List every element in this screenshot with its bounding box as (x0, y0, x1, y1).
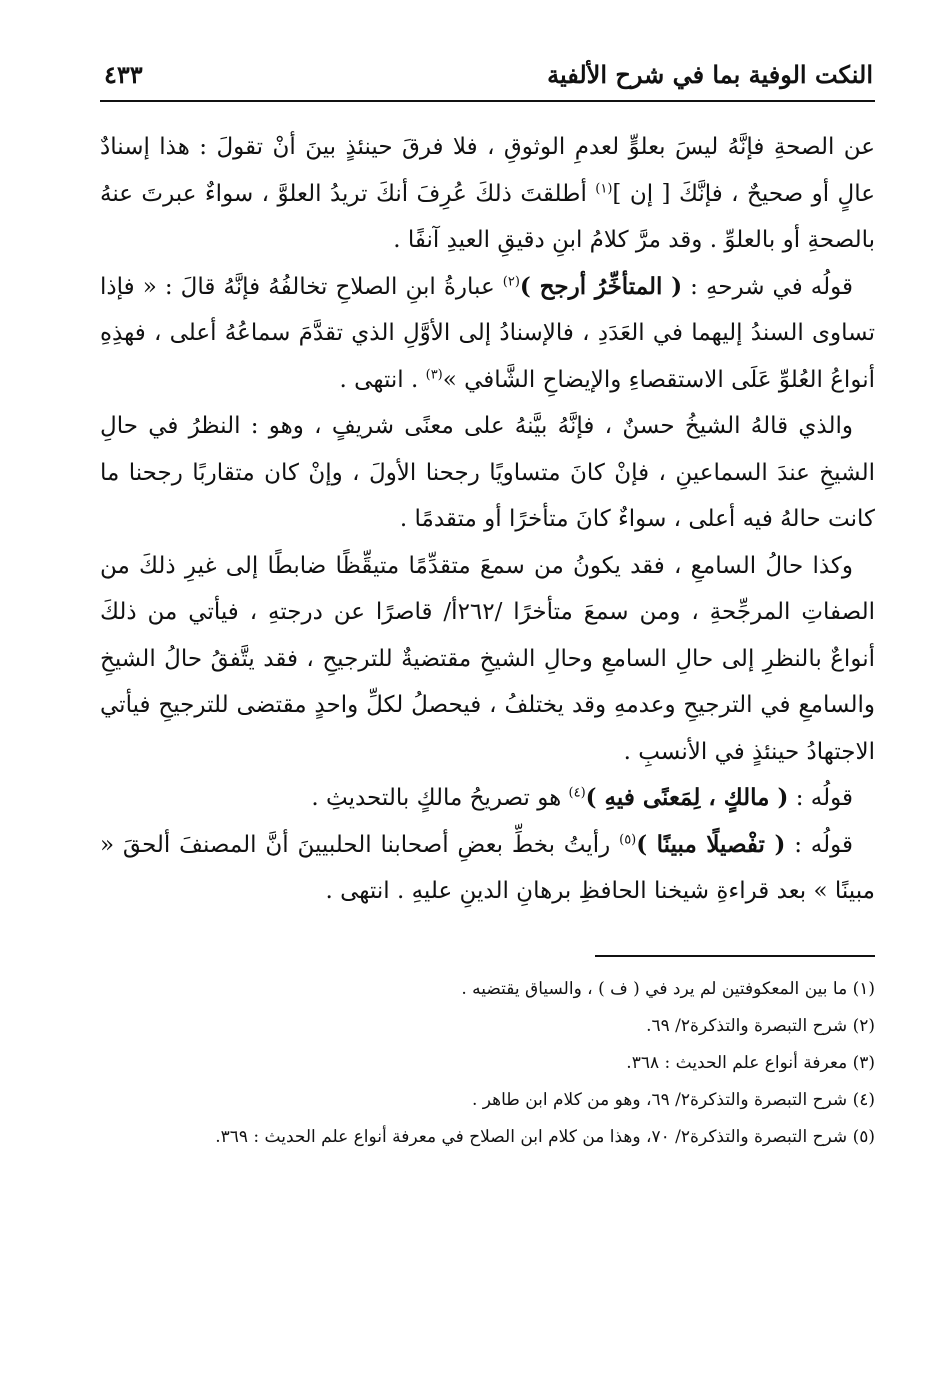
main-text (100, 124, 875, 915)
paragraph-5-lead: قولُه : (788, 785, 853, 811)
paragraph-2-lead: قولُه في شرحهِ : (682, 273, 853, 300)
footnote-2: (٢) شرح التبصرة والتذكرة٢/ ٦٩. (646, 1015, 875, 1036)
paragraph-6-lead: قولُه : (785, 831, 853, 858)
book-page (100, 50, 875, 1340)
paragraph-6 (100, 822, 875, 915)
paragraph-2-end: . انتهى . (339, 366, 426, 393)
footnote-5: (٥) شرح التبصرة والتذكرة٢/ ٧٠، وهذا من كلام ابن الصلاح في معرفة أنواع علم الحديث : ٣٦٩. (215, 1126, 875, 1147)
running-title: النكت الوفية بما في شرح الألفية (547, 60, 873, 89)
paragraph-1-text: عن الصحةِ فإنَّهُ ليسَ بعلوٍّ لعدمِ الوثوقِ ، فلا فرقَ حينئذٍ بينَ أنْ تقولَ : هذا إسنادٌ عالٍ أو صحيحٌ ، فإنَّكَ [ إن ] (100, 134, 876, 207)
paragraph-1 (100, 124, 875, 264)
footnotes (100, 971, 875, 1156)
paragraph-4: وكذا حالُ السامعِ ، فقد يكونُ من سمعَ متقدِّمًا متيقِّظًا ضابطًا إلى غيرِ ذلكَ من الصفاتِ المرجِّحةِ ، ومن سمعَ متأخرًا /٢٦٢أ/ قاصرًا عن درجتهِ ، فيأتي من ذلكَ أنواعٌ بالنظرِ إلى حالِ السامعِ وحالِ الشيخِ مقتضيةٌ للترجيحِ ، فقد يتَّفقُ حالُ الشيخِ والسامعِ في الترجيحِ وعدمهِ وقد يختلفُ ، فيحصلُ لكلِّ واحدٍ مقتضى للترجيحِ فيأتي الاجتهادُ حينئذٍ في الأنسبِ . (100, 552, 875, 765)
footnote-4: (٤) شرح التبصرة والتذكرة٢/ ٦٩، وهو من كلام ابن طاهر . (471, 1089, 875, 1110)
running-header (100, 50, 875, 102)
paragraph-5 (100, 775, 875, 822)
footnote-3: (٣) معرفة أنواع علم الحديث : ٣٦٨. (626, 1052, 875, 1073)
paragraph-2 (100, 264, 875, 404)
paragraph-3: والذي قالهُ الشيخُ حسنٌ ، فإنَّهُ بيَّنهُ على معنًى شريفٍ ، وهو : النظرُ في حالِ الشيخِ عندَ السماعينِ ، فإنْ كانَ متساويًا رجحنا الأولَ ، وإنْ كان متقاربًا رجحنا ما كانت حالهُ فيه أعلى ، سواءٌ كانَ متأخرًا أو متقدمًا . (100, 413, 875, 532)
footnote-1: (١) ما بين المعكوفتين لم يرد في ( ف ) ، والسياق يقتضيه . (461, 978, 875, 999)
paragraph-6-end: رأيتُ بخطِّ بعضِ أصحابنا الحلبيينَ أنَّ المصنفَ ألحقَ « مبينًا » بعد قراءةِ شيخنا الحافظِ برهانِ الدينِ عليهِ . انتهى . (100, 831, 875, 904)
paragraph-2-mid: عبارةُ ابنِ الصلاحِ تخالفُهُ فإنَّهُ قالَ : « فإذا تساوى السندُ إليهما في العَدَدِ ، فالإسنادُ إلى الأوَّلِ الذي تقدَّمَ سماعُهُ أعلى ، فهذِهِ أنواعُ العُلوِّ عَلَى الاستقصاءِ والإيضاحِ الشَّافي » (100, 273, 875, 393)
footnote-ref-4: (٤) (568, 785, 586, 801)
quoted-phrase-6: ( تفْصيلًا مبينًا ) (636, 830, 786, 858)
quoted-phrase-5: ( مالكٍ ، لِمَعنًى فيهِ ) (585, 784, 789, 811)
footnote-ref-1: (١) (595, 180, 613, 196)
paragraph-1-tail: أطلقتَ ذلكَ عُرِفَ أنكَ تريدُ العلوَّ ، سواءٌ عبرتَ عنهُ بالصحةِ أو بالعلوِّ . وقد مرَّ كلامُ ابنِ دقيقِ العيدِ آنفًا . (100, 180, 875, 253)
footnote-ref-2: (٢) (502, 273, 520, 289)
paragraph-5-end: هو تصريحُ مالكٍ بالتحديثِ . (311, 785, 569, 811)
quoted-phrase-2: ( المتأخِّرُ أرجح ) (519, 272, 683, 300)
footnote-ref-3: (٣) (425, 366, 443, 382)
footnote-ref-5: (٥) (619, 831, 637, 847)
footnote-divider (595, 955, 875, 957)
page-number: ٤٣٣ (104, 60, 143, 89)
